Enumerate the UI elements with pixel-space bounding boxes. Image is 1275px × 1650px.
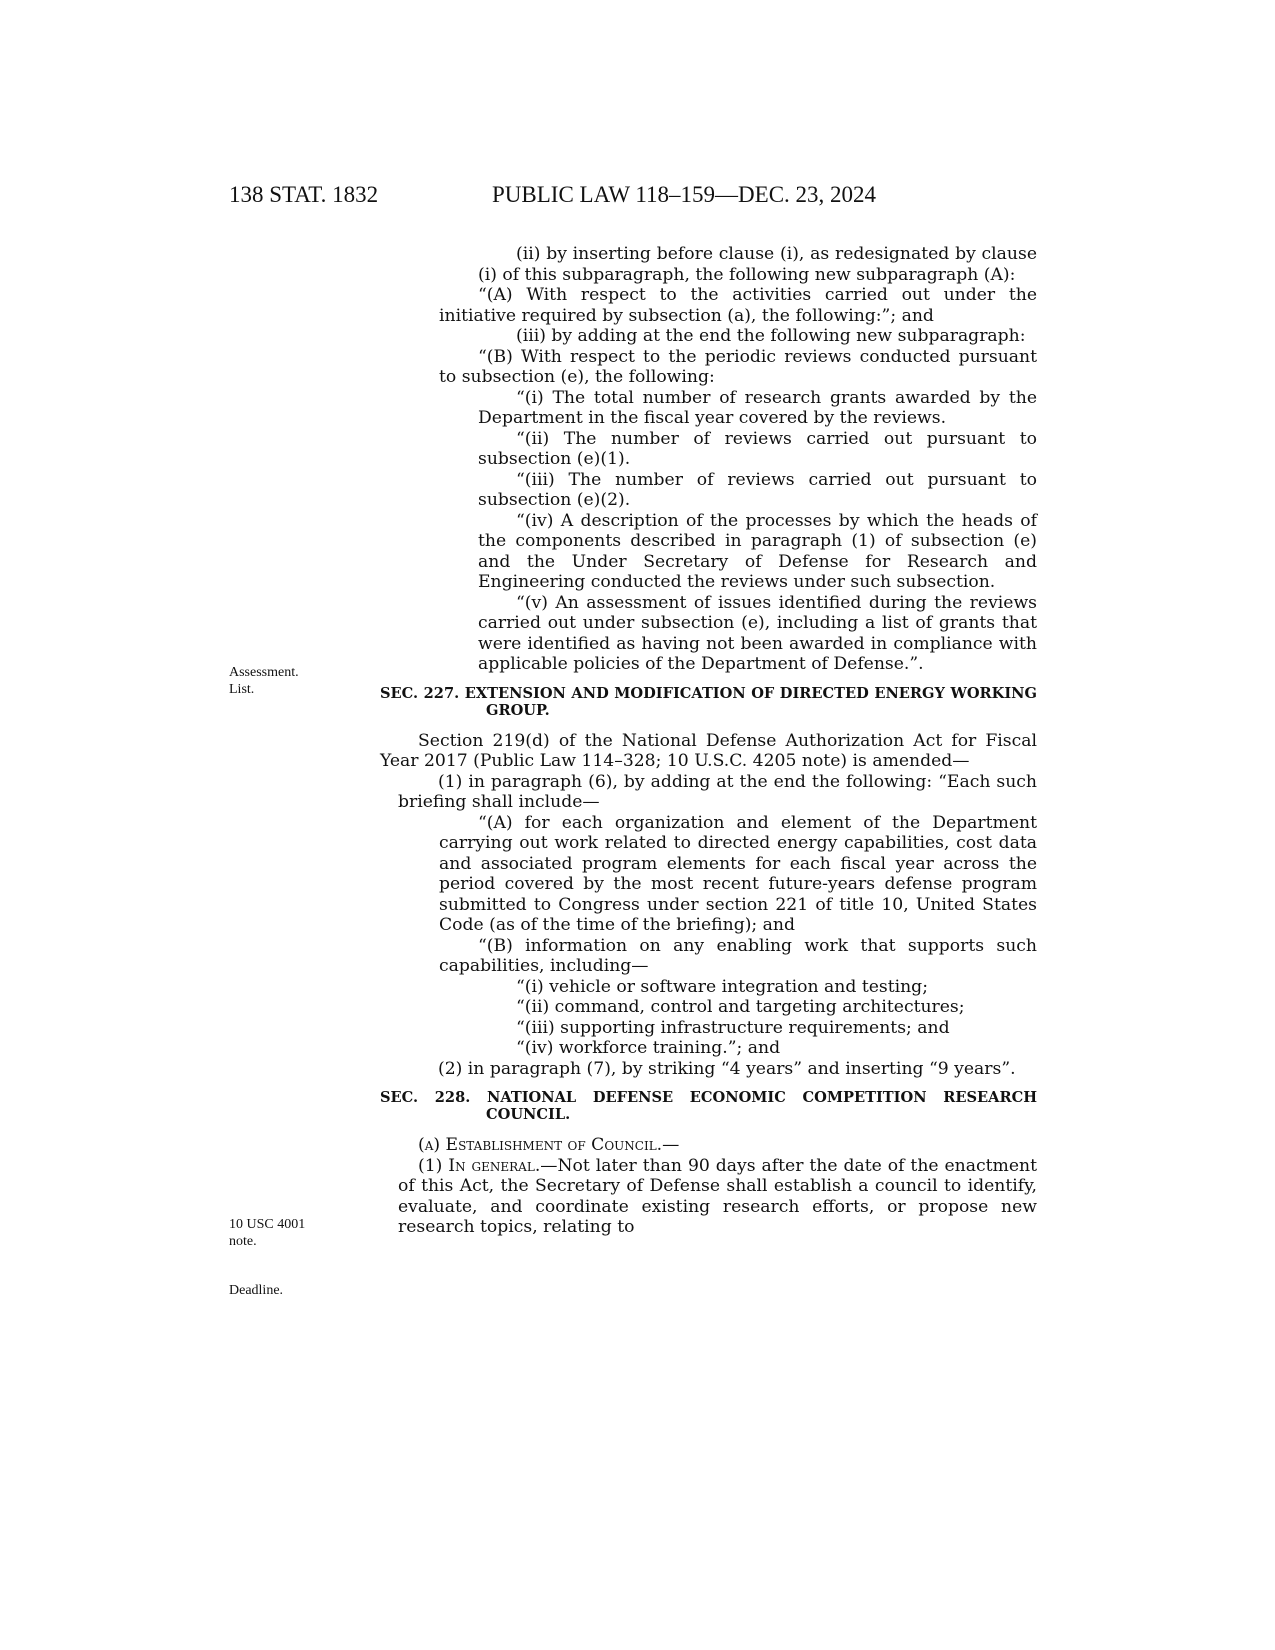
paragraph: (2) in paragraph (7), by striking “4 years” and inserting “9 years”. <box>438 1058 1016 1079</box>
margin-note-line: Deadline. <box>229 1283 284 1298</box>
paragraph: (iii) by adding at the end the following new subparagraph: <box>516 326 1026 346</box>
paragraph: “(A) for each organization and element of the Department carrying out work related to directed energy capabilities, cost data and associated program elements for each fiscal year across the period covered by the most recent future-years defense program submitted to Congress under section 221 of title 10, United States Code (as of the time of the briefing); and <box>439 812 1037 935</box>
paragraph: “(B) information on any enabling work that supports such capabilities, including— <box>439 935 1037 976</box>
margin-note-line: note. <box>229 1234 257 1249</box>
paragraph-text: Not later than 90 days after the date of the enactment of this Act, the Secretary of Defense shall establish a council to identify, evaluate, and coordinate existing research efforts, or propose new research topics, relating to <box>398 1155 1037 1237</box>
paragraph: (ii) by inserting before clause (i), as redesignated by clause (i) of this subparagraph, the following new subparagraph (A): <box>478 244 1037 285</box>
paragraph-label: (1) In general.— <box>418 1155 558 1176</box>
paragraph: “(ii) command, control and targeting architectures; <box>516 997 965 1017</box>
margin-note-assessment <box>229 664 299 698</box>
subsection-label: (a) Establishment of Council.— <box>418 1135 680 1155</box>
paragraph <box>380 1135 1037 1156</box>
paragraph: “(iii) The number of reviews carried out pursuant to subsection (e)(2). <box>478 469 1037 510</box>
paragraph: “(i) The total number of research grants awarded by the Department in the fiscal year covered by the reviews. <box>478 387 1037 428</box>
page-body <box>380 244 1037 1238</box>
paragraph: “(iii) supporting infrastructure requirements; and <box>516 1017 950 1038</box>
section-227-heading: SEC. 227. EXTENSION AND MODIFICATION OF DIRECTED ENERGY WORKING GROUP. <box>380 684 1037 719</box>
paragraph: Section 219(d) of the National Defense Authorization Act for Fiscal Year 2017 (Public Law 114–328; 10 U.S.C. 4205 note) is amended— <box>380 730 1037 771</box>
paragraph: “(ii) The number of reviews carried out pursuant to subsection (e)(1). <box>478 428 1037 469</box>
paragraph: “(B) With respect to the periodic reviews conducted pursuant to subsection (e), the following: <box>439 346 1037 387</box>
paragraph <box>380 1156 1037 1238</box>
paragraph: “(v) An assessment of issues identified during the reviews carried out under subsection (e), including a list of grants that were identified as having not been awarded in compliance with applicable policies of the Department of Defense.”. <box>478 592 1037 674</box>
law-title: PUBLIC LAW 118–159—DEC. 23, 2024 <box>492 182 877 207</box>
paragraph: “(A) With respect to the activities carried out under the initiative required by subsection (a), the following:”; and <box>439 285 1037 326</box>
paragraph: “(iv) A description of the processes by which the heads of the components described in paragraph (1) of subsection (e) and the Under Secretary of Defense for Research and Engineering conducted the reviews under such subsection. <box>478 510 1037 592</box>
page-reference: 138 STAT. 1832 <box>229 182 379 207</box>
section-228-heading: SEC. 228. NATIONAL DEFENSE ECONOMIC COMPETITION RESEARCH COUNCIL. <box>380 1089 1037 1123</box>
margin-note-line: List. <box>229 682 255 697</box>
paragraph: “(iv) workforce training.”; and <box>516 1038 781 1058</box>
margin-note-line: 10 USC 4001 <box>229 1217 306 1232</box>
paragraph: (1) in paragraph (6), by adding at the end the following: “Each such briefing shall include— <box>398 771 1037 812</box>
page-header <box>0 182 1275 214</box>
margin-note-deadline <box>229 1282 283 1299</box>
margin-note-usc <box>229 1216 305 1250</box>
paragraph: “(i) vehicle or software integration and testing; <box>516 976 928 997</box>
margin-note-line: Assessment. <box>229 665 299 680</box>
